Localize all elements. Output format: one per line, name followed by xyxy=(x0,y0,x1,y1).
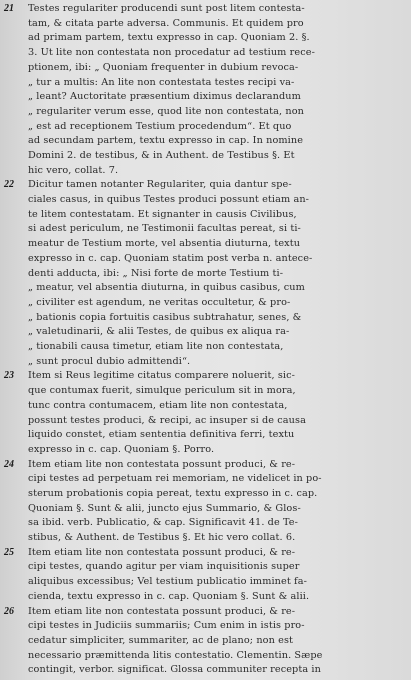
text-line: „ sunt procul dubio admittendi“. xyxy=(28,355,191,367)
text-line: „ leant? Auctoritate præsentium diximus declarandum xyxy=(28,91,301,103)
text-line: ptionem, ibi: „ Quoniam frequenter in dubium revoca- xyxy=(28,61,299,73)
text-line: 3. Ut lite non contestata non procedatur ad testium rece- xyxy=(28,47,315,59)
text-line: „ valetudinarii, & alii Testes, de quibus ex aliqua ra- xyxy=(28,326,290,338)
paragraph-text xyxy=(28,178,406,369)
text-line: Item etiam lite non contestata possunt produci, & re- xyxy=(28,546,296,558)
text-line: liquido constet, etiam sententia definitiva ferri, textu xyxy=(28,429,295,441)
text-line: ciales casus, in quibus Testes produci possunt etiam an- xyxy=(28,194,310,206)
paragraph-number: 22 xyxy=(4,179,14,191)
text-line: ad secundam partem, textu expresso in cap. In nomine xyxy=(28,135,304,147)
text-line: que contumax fuerit, simulque periculum sit in mora, xyxy=(28,385,296,397)
text-line: hic vero, collat. 7. xyxy=(28,164,119,176)
text-line: necessario præmittenda litis contestatio. Clementin. Sæpe xyxy=(28,649,323,661)
paragraph-text xyxy=(28,605,406,679)
text-line: ad primam partem, textu expresso in cap. Quoniam 2. §. xyxy=(28,32,310,44)
paragraph-25 xyxy=(0,546,411,605)
text-line: sa ibid. verb. Publicatio, & cap. Significavit 41. de Te- xyxy=(28,517,299,529)
text-line: „ est ad receptionem Testium procedendum“. Et quo xyxy=(28,120,292,132)
paragraph-text xyxy=(28,458,406,546)
paragraph-23 xyxy=(0,369,411,457)
text-line: Item etiam lite non contestata possunt produci, & re- xyxy=(28,458,296,470)
paragraph-number: 21 xyxy=(4,3,14,14)
text-line: „ tur a multis: An lite non contestata testes recipi va- xyxy=(28,76,295,88)
text-line: „ tionabili causa timetur, etiam lite non contestata, xyxy=(28,341,284,353)
paragraph-number: 26 xyxy=(4,605,14,617)
text-line: „ civiliter est agendum, ne veritas occultetur, & pro- xyxy=(28,296,291,308)
text-line: si adest periculum, ne Testimonii facultas pereat, si ti- xyxy=(28,223,301,235)
paragraph-text xyxy=(28,546,406,605)
paragraph-text xyxy=(28,2,406,178)
text-line: denti adducta, ibi: „ Nisi forte de morte Testium ti- xyxy=(28,267,284,279)
text-line: expresso in c. cap. Quoniam §. Porro. xyxy=(28,443,215,455)
text-line: tunc contra contumacem, etiam lite non contestata, xyxy=(28,399,288,411)
text-line: Dicitur tamen notanter Regulariter, quia dantur spe- xyxy=(28,179,292,191)
text-line: Testes regulariter producendi sunt post litem contesta- xyxy=(28,3,305,14)
text-line: cipi testes, quando agitur per viam inquisitionis super xyxy=(28,561,300,573)
text-line: Quoniam §. Sunt & alii, juncto ejus Summario, & Glos- xyxy=(28,502,301,514)
text-line: stibus, & Authent. de Testibus §. Et hic vero collat. 6. xyxy=(28,532,296,544)
text-line: „ bationis copia fortuitis casibus subtrahatur, senes, & xyxy=(28,311,302,323)
paragraph-number: 24 xyxy=(4,458,14,470)
text-line: Item etiam lite non contestata possunt produci, & re- xyxy=(28,605,296,617)
text-line: cienda, textu expresso in c. cap. Quoniam §. Sunt & alii. xyxy=(28,590,310,602)
paragraph-24 xyxy=(0,458,411,546)
text-line: cedatur simpliciter, summariter, ac de plano; non est xyxy=(28,634,294,646)
paragraph-number: 25 xyxy=(4,546,14,558)
text-line: cipi testes in Judiciis summariis; Cum enim in istis pro- xyxy=(28,620,305,632)
paragraph-26 xyxy=(0,605,411,679)
text-line: aliquibus excessibus; Vel testium publicatio imminet fa- xyxy=(28,576,307,588)
paragraph-number: 23 xyxy=(4,370,14,382)
paragraph-21 xyxy=(0,2,411,178)
text-line: „ meatur, vel absentia diuturna, in quibus casibus, cum xyxy=(28,282,305,294)
text-line: sterum probationis copia pereat, textu expresso in c. cap. xyxy=(28,487,318,499)
paragraph-text xyxy=(28,369,406,457)
text-line: tam, & citata parte adversa. Communis. Et quidem pro xyxy=(28,17,304,29)
text-line: Domini 2. de testibus, & in Authent. de Testibus §. Et xyxy=(28,150,295,162)
text-line: cipi testes ad perpetuam rei memoriam, ne videlicet in po- xyxy=(28,473,322,485)
text-line: te litem contestatam. Et signanter in causis Civilibus, xyxy=(28,208,297,220)
text-line: Item si Reus legitime citatus comparere noluerit, sic- xyxy=(28,370,295,382)
text-line: contingit, verbor. significat. Glossa communiter recepta in xyxy=(28,664,321,676)
text-line: possunt testes produci, & recipi, ac insuper si de causa xyxy=(28,414,306,426)
text-line: „ regulariter verum esse, quod lite non contestata, non xyxy=(28,105,304,117)
paragraph-22 xyxy=(0,178,411,369)
text-line: meatur de Testium morte, vel absentia diuturna, textu xyxy=(28,238,301,250)
text-line: expresso in c. cap. Quoniam statim post verba n. antece- xyxy=(28,252,313,264)
